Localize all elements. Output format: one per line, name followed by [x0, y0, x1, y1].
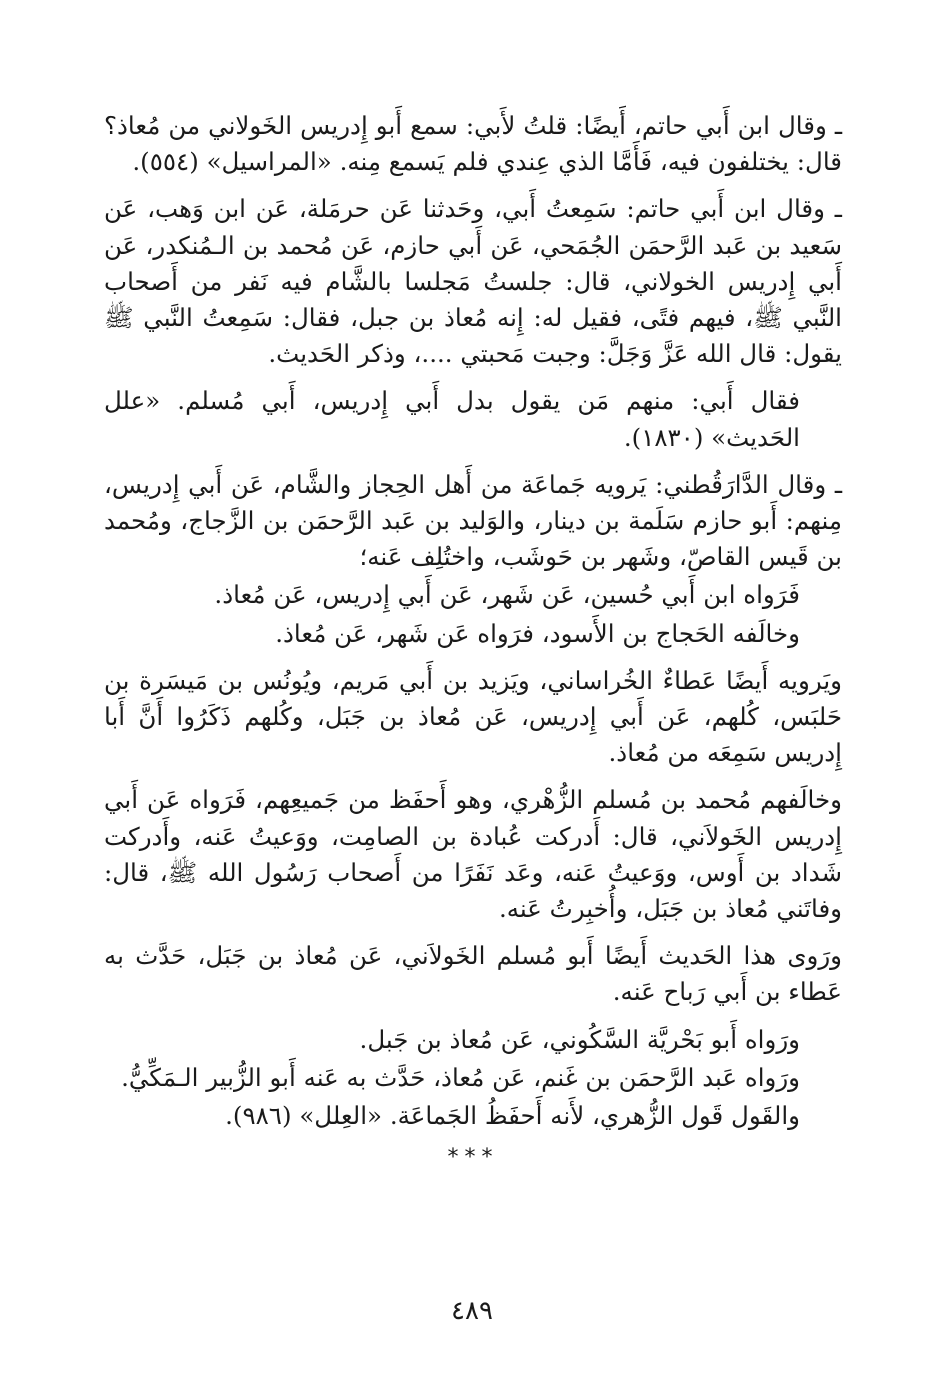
paragraph-abd-rahman-ghanm-narration: ورَواه عَبد الرَّحمَن بن غَنم، عَن مُعاذ، حَدَّث به عَنه أَبو الزُّبير الـمَكِّيُّ. [121, 1062, 800, 1092]
paragraph-hajjaj-narration: وخالَفه الحَجاج بن الأَسود، فرَواه عَن شَهر، عَن مُعاذ. [275, 618, 800, 648]
section-separator: *** [447, 1145, 499, 1171]
paragraph-abu-muslim-narration: ورَوى هذا الحَديث أَيضًا أَبو مُسلم الخَولاَني، عَن مُعاذ بن جَبَل، حَدَّث به عَطاء بن أَبي رَباح عَنه. [104, 941, 842, 1007]
paragraph-zuhri-narration: وخالَفهم مُحمد بن مُسلم الزُّهْري، وهو أَحفَظ من جَميعِهم، فَرَواه عَن أَبي إِدريس الخَولاَني، قال: أَدركت عُبادة بن الصامِت، ووَعيتُ عَنه، وأَدركت شَداد بن أَوس، ووَعيتُ عَنه، وعَد نَفَرًا من أَصحاب رَسُول الله ﷺ، قال: وفاتَني مُعاذ بن جَبَل، وأُخبِرتُ عَنه. [104, 785, 842, 924]
paragraph-abu-bahriyya-narration: ورَواه أَبو بَحْريَّة السَّكُوني، عَن مُعاذ بن جَبل. [359, 1024, 800, 1054]
paragraph-conclusion-ilal: والقَول قَول الزُّهري، لأَنه أَحفَظُ الجَماعَة. «العِلل» (٩٨٦). [225, 1101, 800, 1131]
paragraph-ibn-abi-hatim-marasil: ـ وقال ابن أَبي حاتم، أَيضًا: قلتُ لأَبي: سمع أَبو إِدريس الخَولاني من مُعاذ؟ قال: يختلفون فيه، فَأَمَّا الذي عِندي فلم يَسمع مِنه. «المراسيل» (٥٥٤). [104, 111, 842, 177]
paragraph-ibn-abi-hatim-hadith: ـ وقال ابن أَبي حاتم: سَمِعتُ أَبي، وحَدثنا عَن حرمَلة، عَن ابن وَهب، عَن سَعيد بن عَبد الرَّحمَن الجُمَحي، عَن أَبي حازم، عَن مُحمد بن الـمُنكدر، عَن أَبي إِدريس الخولاني، قال: جلستُ مَجلسا بالشَّام فيه نَفر من أَصحاب النَّبي ﷺ، فيهم فتًى، فقيل له: إِنه مُعاذ بن جبل، فقال: سَمِعتُ النَّبي ﷺ يقول: قال الله عَزَّ وَجَلَّ: وجبت مَحبتي ....، وذكر الحَديث. [104, 194, 842, 369]
paragraph-daraqutni-intro: ـ وقال الدَّارَقُطني: يَرويه جَماعَة من أَهل الحِجاز والشَّام، عَن أَبي إِدريس، مِنهم: أَبو حازم سَلَمة بن دينار، والوَليد بن عَبد الرَّحمَن بن الزَّجاج، ومُحمد بن قَيس القاصّ، وشَهر بن حَوشَب، واختُلِف عَنه؛ [104, 469, 842, 572]
paragraph-ata-khurasani-narration: ويَرويه أَيضًا عَطاءٌ الخُراساني، ويَزيد بن أَبي مَريم، ويُونُس بن مَيسَرة بن حَلبَس، كُلهم، عَن أَبي إِدريس، عَن مُعاذ بن جَبَل، وكُلهم ذَكَرُوا أَنَّ أَبا إِدريس سَمِعَه من مُعاذ. [104, 665, 842, 768]
paragraph-abi-comment-ilal: فقال أَبي: منهم مَن يقول بدل أَبي إِدريس، أَبي مُسلم. «علل الحَديث» (١٨٣٠). [104, 386, 800, 452]
paragraph-ibn-abi-husayn-narration: فَرَواه ابن أَبي حُسين، عَن شَهر، عَن أَبي إِدريس، عَن مُعاذ. [214, 580, 800, 610]
page-number: ٤٨٩ [451, 1296, 493, 1326]
page-body [104, 108, 842, 1170]
